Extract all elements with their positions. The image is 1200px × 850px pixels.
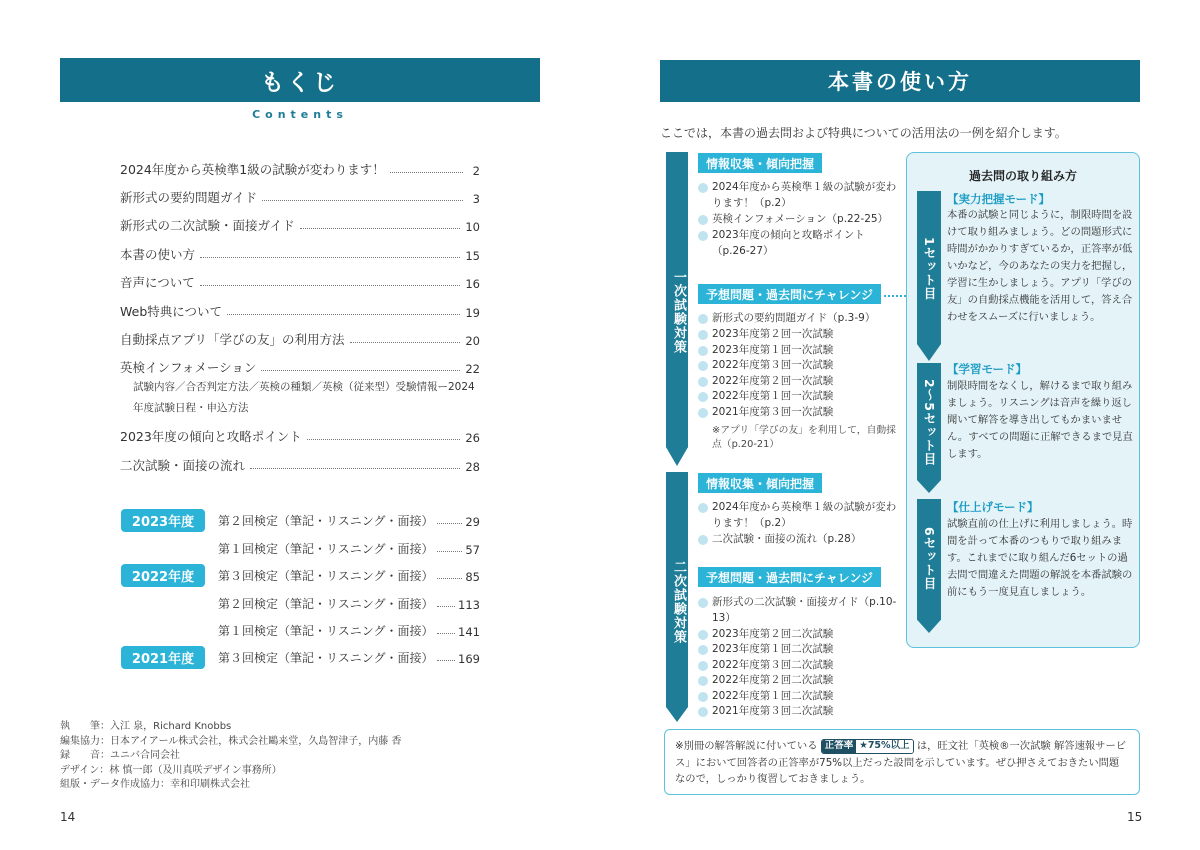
bullet-icon xyxy=(698,215,708,225)
list-item-text: 英検インフォメーション（p.22-25） xyxy=(712,213,889,225)
leader-dots xyxy=(437,633,456,634)
exam-label: 第３回検定（筆記・リスニング・面接） xyxy=(218,569,434,583)
list-item-text: 2022年度第２回一次試験 xyxy=(712,375,834,387)
exam-entry[interactable] xyxy=(218,537,480,557)
credits xyxy=(60,720,401,793)
bullet-icon xyxy=(698,535,708,545)
toc-entry[interactable] xyxy=(120,271,480,291)
toc-label: 2024年度から英検準1級の試験が変わります！ xyxy=(120,162,385,177)
leader-dots xyxy=(262,200,463,201)
toc-label: 二次試験・面接の流れ xyxy=(120,458,246,473)
bullet-icon xyxy=(698,661,708,671)
toc-entry[interactable] xyxy=(120,425,480,445)
list-item xyxy=(698,673,898,689)
bullet-icon xyxy=(698,692,708,702)
toc-entry[interactable] xyxy=(120,328,480,348)
list-item-text: 2023年度第２回二次試験 xyxy=(712,628,834,640)
toc-page: 15 xyxy=(465,249,480,263)
exam-entry[interactable] xyxy=(218,619,480,639)
toc-entry[interactable] xyxy=(120,356,480,376)
mode-set-label: 2〜5セット目 xyxy=(922,378,937,466)
list-item xyxy=(698,180,898,211)
exam-entry[interactable] xyxy=(218,564,480,584)
app-note: ※アプリ「学びの友」を利用して，自動採点（p.20-21） xyxy=(712,425,896,450)
toc-label: 英検インフォメーション xyxy=(120,360,257,375)
leader-dots xyxy=(250,468,460,469)
list-item xyxy=(698,327,898,343)
list-item-text: 2023年度第１回一次試験 xyxy=(712,344,834,356)
toc-entry[interactable] xyxy=(120,243,480,263)
exam-entry[interactable] xyxy=(218,592,480,612)
list-item-text: 2021年度第３回二次試験 xyxy=(712,705,834,717)
toc-subentry: 試験内容／合否判定方法／英検の種類／英検（従来型）受験情報ー2024年度試験日程・申込方法 xyxy=(133,381,475,414)
contents-subtitle: Contents xyxy=(252,108,348,121)
exam-page: 169 xyxy=(458,652,480,666)
leader-dots xyxy=(200,285,461,286)
list-item xyxy=(698,311,898,327)
bullet-icon xyxy=(698,231,708,241)
exam-label: 第３回検定（筆記・リスニング・面接） xyxy=(218,651,434,665)
list-item xyxy=(698,374,898,390)
footnote-text-after: は，旺文社「英検®一次試験 解答速報サービス」において回答者の正答率が75%以上だった設問を示しています。ぜひ押さえておきたい問題なので，しっかり復習しておきましょう。 xyxy=(675,740,1127,785)
bullet-icon xyxy=(698,630,708,640)
stage2-label: 二次試験対策 xyxy=(671,560,686,644)
toc-entry[interactable] xyxy=(120,454,480,474)
toc-page: 22 xyxy=(465,362,480,376)
rate-badge-label: 正答率 xyxy=(822,740,857,753)
leader-dots xyxy=(437,660,456,661)
exam-entry[interactable] xyxy=(218,509,480,529)
page-number: 14 xyxy=(60,810,76,824)
mode-title: 【学習モード】 xyxy=(947,362,1028,376)
exam-page: 113 xyxy=(458,598,480,612)
list-item-text: 2024年度から英検準１級の試験が変わります！（p.2） xyxy=(712,181,897,209)
mode-set-label: 1セット目 xyxy=(922,236,937,301)
mode-description: 試験直前の仕上げに利用しましょう。時間を計って本番のつもりで取り組みます。これまでに取り組んだ6セットの過去問で間違えた問題の解説を本番試験の前にもう一度見直しましょう。 xyxy=(947,518,1133,598)
bullet-icon xyxy=(698,598,708,608)
list-item xyxy=(698,627,898,643)
list-item xyxy=(698,358,898,374)
leader-dots xyxy=(300,228,461,229)
list-item-text: 2022年度第３回一次試験 xyxy=(712,359,834,371)
toc-page: 26 xyxy=(465,431,480,445)
leader-dots xyxy=(261,370,460,371)
leader-dots xyxy=(350,342,461,343)
list-item-text: 2022年度第１回二次試験 xyxy=(712,690,834,702)
list-item xyxy=(698,595,898,626)
toc-page: 20 xyxy=(465,334,480,348)
practice-method-title: 過去問の取り組み方 xyxy=(968,169,1077,183)
exam-label: 第２回検定（筆記・リスニング・面接） xyxy=(218,597,434,611)
list-item xyxy=(698,658,898,674)
list-item xyxy=(698,704,898,720)
intro-text: ここでは，本書の過去問および特典についての活用法の一例を紹介します。 xyxy=(660,126,1067,140)
exam-label: 第１回検定（筆記・リスニング・面接） xyxy=(218,542,434,556)
mode-title: 【仕上げモード】 xyxy=(947,500,1039,514)
bullet-icon xyxy=(698,361,708,371)
toc-entry[interactable] xyxy=(120,158,480,178)
stage1-challenge-tag: 予想問題・過去問にチャレンジ xyxy=(698,284,881,304)
mode-set-label: 6セット目 xyxy=(922,527,937,591)
leader-dots xyxy=(437,578,463,579)
stage1-info-tag: 情報収集・傾向把握 xyxy=(698,153,822,173)
toc-label: 新形式の要約問題ガイド xyxy=(120,190,258,205)
list-item-text: 二次試験・面接の流れ（p.28） xyxy=(712,533,862,545)
mode-description: 本番の試験と同じように，制限時間を設けて取り組みましょう。どの問題形式に時間がかかりすぎているか，正答率が低いかなど，今のあなたの実力を把握し，学習に生かしましょう。アプリ「学びの友」の自動採点機能を活用して，答え合わせをスムーズに行いましょう。 xyxy=(947,209,1133,323)
toc-page: 16 xyxy=(465,277,480,291)
right-page xyxy=(600,0,1200,850)
bullet-icon xyxy=(698,676,708,686)
list-item-text: 2024年度から英検準１級の試験が変わります！（p.2） xyxy=(712,501,897,529)
leader-dots xyxy=(437,606,456,607)
bullet-icon xyxy=(698,645,708,655)
bullet-icon xyxy=(698,183,708,193)
list-item xyxy=(698,642,898,658)
toc-label: Web特典について xyxy=(120,304,223,319)
exam-page: 57 xyxy=(465,543,480,557)
bullet-icon xyxy=(698,392,708,402)
toc-label: 自動採点アプリ「学びの友」の利用方法 xyxy=(120,332,345,347)
connector-line xyxy=(884,295,906,297)
page-title: 本書の使い方 xyxy=(660,60,1140,102)
list-item-text: 2022年度第１回一次試験 xyxy=(712,390,834,402)
list-item-text: 新形式の二次試験・面接ガイド（p.10-13） xyxy=(712,596,897,624)
list-item-text: 新形式の要約問題ガイド（p.3-9） xyxy=(712,312,876,324)
list-item-text: 2021年度第３回一次試験 xyxy=(712,406,834,418)
exam-label: 第２回検定（筆記・リスニング・面接） xyxy=(218,514,434,528)
bullet-icon xyxy=(698,377,708,387)
bullet-icon xyxy=(698,330,708,340)
practice-method-box xyxy=(906,152,1140,648)
bullet-icon xyxy=(698,707,708,717)
list-item xyxy=(698,532,898,548)
toc-label: 新形式の二次試験・面接ガイド xyxy=(120,218,295,233)
toc-page: 3 xyxy=(472,192,480,206)
list-item-text: 2023年度の傾向と攻略ポイント（p.26-27） xyxy=(712,229,865,257)
credit-line: 執 筆：入江 泉，Richard Knobbs xyxy=(60,721,232,732)
bullet-icon xyxy=(698,503,708,513)
list-item xyxy=(698,228,898,259)
bullet-icon xyxy=(698,408,708,418)
list-item xyxy=(698,500,898,531)
bullet-icon xyxy=(698,314,708,324)
stage2-challenge-tag: 予想問題・過去問にチャレンジ xyxy=(698,567,881,587)
toc-page: 19 xyxy=(465,306,480,320)
credit-line: デザイン：林 慎一郎（及川真咲デザイン事務所） xyxy=(60,764,282,776)
bullet-icon xyxy=(698,346,708,356)
year-badge-2022: 2022年度 xyxy=(121,564,205,587)
toc-page: 28 xyxy=(465,460,480,474)
toc-page: 10 xyxy=(465,220,480,234)
rate-badge-value: ★75%以上 xyxy=(856,740,912,753)
page-number: 15 xyxy=(1127,810,1143,824)
exam-entry[interactable] xyxy=(218,646,480,666)
leader-dots xyxy=(200,257,460,258)
toc-entry[interactable] xyxy=(120,186,480,206)
mode-description: 制限時間をなくし，解けるまで取り組みましょう。リスニングは音声を繰り返し聞いて解答を導き出してもかまいません。すべての問題に正解できるまで見直します。 xyxy=(947,380,1133,460)
leader-dots xyxy=(390,172,463,173)
footnote-text-before: ※別冊の解答解説に付いている xyxy=(675,740,818,752)
list-item-text: 2023年度第１回二次試験 xyxy=(712,643,834,655)
exam-page: 29 xyxy=(465,515,480,529)
exam-page: 85 xyxy=(465,570,480,584)
toc-entry[interactable] xyxy=(120,300,480,320)
list-item xyxy=(698,343,898,359)
leader-dots xyxy=(437,523,463,524)
list-item xyxy=(698,212,898,228)
toc-label: 音声について xyxy=(120,275,195,290)
credit-line: 編集協力：日本アイアール株式会社，株式会社鷗来堂，久島智津子，内藤 香 xyxy=(60,735,402,747)
page-title: もくじ xyxy=(60,58,540,102)
footnote-box xyxy=(664,729,1140,795)
year-badge-2021: 2021年度 xyxy=(121,646,205,669)
toc-label: 本書の使い方 xyxy=(120,247,196,262)
exam-page: 141 xyxy=(458,625,480,639)
accuracy-rate-badge xyxy=(821,739,914,754)
toc-page: 2 xyxy=(472,164,480,178)
exam-label: 第１回検定（筆記・リスニング・面接） xyxy=(218,624,434,638)
credit-line: 録 音：ユニバ合同会社 xyxy=(60,750,180,761)
list-item-text: 2022年度第３回二次試験 xyxy=(712,659,834,671)
stage2-info-tag: 情報収集・傾向把握 xyxy=(698,473,822,493)
list-item-text: 2023年度第２回一次試験 xyxy=(712,328,834,340)
stage1-label: 一次試験対策 xyxy=(671,270,686,354)
leader-dots xyxy=(437,551,463,552)
list-item-text: 2022年度第２回二次試験 xyxy=(712,674,834,686)
leader-dots xyxy=(307,439,461,440)
toc-entry[interactable] xyxy=(120,214,480,234)
year-badge-2023: 2023年度 xyxy=(121,509,205,532)
list-item xyxy=(698,389,898,405)
list-item xyxy=(698,689,898,705)
mode-title: 【実力把握モード】 xyxy=(947,192,1051,206)
list-item xyxy=(698,405,898,421)
toc-label: 2023年度の傾向と攻略ポイント xyxy=(120,429,302,444)
credit-line: 組版・データ作成協力：幸和印刷株式会社 xyxy=(60,779,250,790)
leader-dots xyxy=(227,314,460,315)
